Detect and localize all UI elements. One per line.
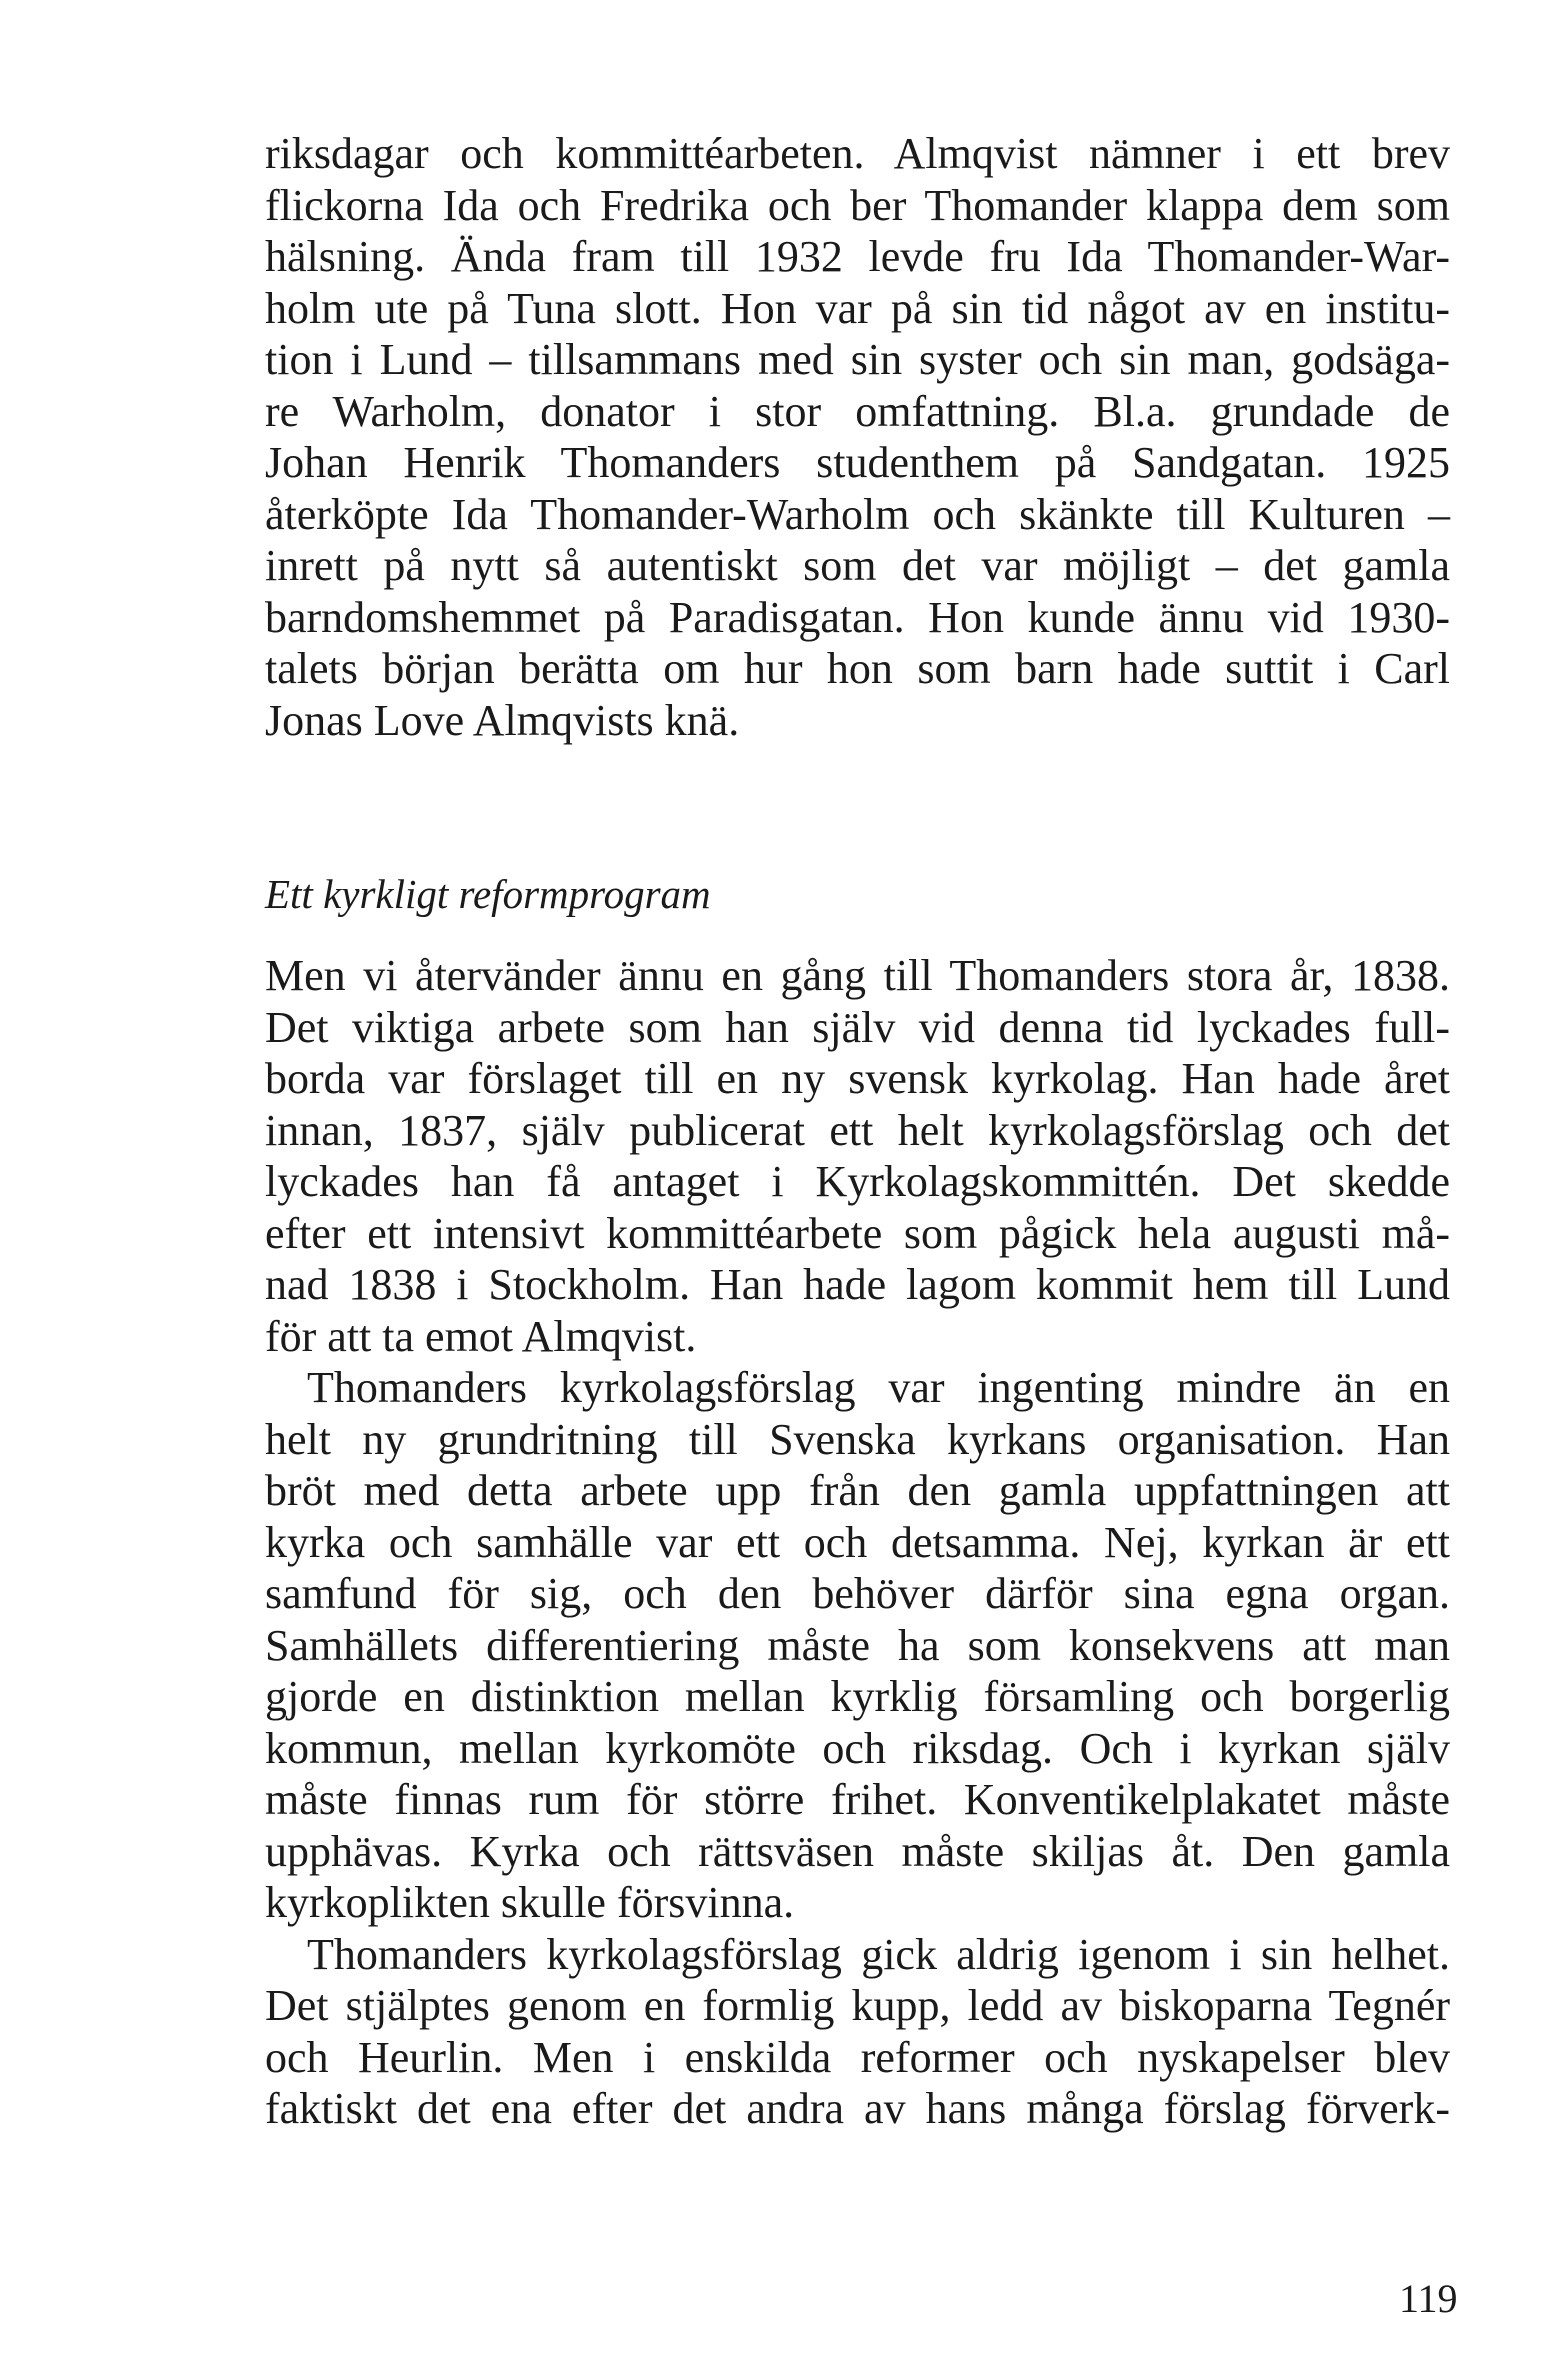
text-line: gjorde en distinktion mellan kyrklig församling och borgerlig [265, 1672, 1450, 1721]
paragraph-continued [265, 128, 1450, 746]
text-line: riksdagar och kommittéarbeten. Almqvist nämner i ett brev [265, 129, 1450, 178]
text-line: och Heurlin. Men i enskilda reformer och nyskapelser blev [265, 2032, 1450, 2082]
text-line: innan, 1837, själv publicerat ett helt kyrkolagsförslag och det [265, 1105, 1450, 1155]
text-line: Thomanders kyrkolagsförslag var ingenting mindre än en [307, 1363, 1450, 1412]
text-line: Men vi återvänder ännu en gång till Thomanders stora år, 1838. [265, 951, 1450, 1000]
paragraph [265, 1929, 1450, 2135]
section-heading: Ett kyrkligt reformprogram [265, 871, 711, 917]
text-line: Samhällets differentiering måste ha som konsekvens att man [265, 1620, 1450, 1670]
text-line: återköpte Ida Thomander-Warholm och skänkte till Kulturen – [265, 489, 1450, 539]
text-line: Det stjälptes genom en formlig kupp, ledd av biskoparna Tegnér [265, 1981, 1450, 2030]
text-line: flickorna Ida och Fredrika och ber Thomander klappa dem som [265, 180, 1450, 230]
text-line: efter ett intensivt kommittéarbete som pågick hela augusti må- [265, 1208, 1450, 1258]
text-line: upphävas. Kyrka och rättsväsen måste skiljas åt. Den gamla [265, 1826, 1450, 1876]
paragraph [265, 950, 1450, 1362]
text-line: Johan Henrik Thomanders studenthem på Sandgatan. 1925 [265, 438, 1450, 487]
paragraph [265, 1362, 1450, 1929]
text-line: helt ny grundritning till Svenska kyrkans organisation. Han [265, 1414, 1450, 1464]
text-line: samfund för sig, och den behöver därför sina egna organ. [265, 1569, 1450, 1618]
text-line: inrett på nytt så autentiskt som det var möjligt – det gamla [265, 541, 1450, 590]
text-line: tion i Lund – tillsammans med sin syster och sin man, godsäga- [265, 335, 1450, 384]
text-line: kyrkoplikten skulle försvinna. [265, 1878, 795, 1927]
text-line: för att ta emot Almqvist. [265, 1311, 697, 1361]
text-line: nad 1838 i Stockholm. Han hade lagom kommit hem till Lund [265, 1260, 1450, 1309]
section-body [265, 950, 1450, 2135]
text-line: Thomanders kyrkolagsförslag gick aldrig igenom i sin helhet. [307, 1929, 1450, 1979]
text-line: re Warholm, donator i stor omfattning. Bl.a. grundade de [265, 386, 1450, 436]
text-line: bröt med detta arbete upp från den gamla uppfattningen att [265, 1466, 1450, 1515]
page-number: 119 [1399, 2276, 1458, 2321]
text-line: talets början berätta om hur hon som barn hade suttit i Carl [265, 644, 1450, 693]
text-line: hälsning. Ända fram till 1932 levde fru Ida Thomander-War- [265, 232, 1450, 281]
text-line: Det viktiga arbete som han själv vid denna tid lyckades full- [265, 1002, 1450, 1052]
text-line: Jonas Love Almqvists knä. [265, 695, 740, 745]
text-line: lyckades han få antaget i Kyrkolagskommittén. Det skedde [265, 1157, 1450, 1206]
text-line: holm ute på Tuna slott. Hon var på sin tid något av en institu- [265, 283, 1450, 333]
text-line: måste finnas rum för större frihet. Konventikelplakatet måste [265, 1775, 1450, 1824]
text-line: kommun, mellan kyrkomöte och riksdag. Och i kyrkan själv [265, 1723, 1450, 1773]
text-line: borda var förslaget till en ny svensk kyrkolag. Han hade året [265, 1054, 1450, 1103]
text-line: barndomshemmet på Paradisgatan. Hon kunde ännu vid 1930- [265, 592, 1450, 642]
text-line: faktiskt det ena efter det andra av hans många förslag förverk- [265, 2084, 1450, 2133]
text-line: kyrka och samhälle var ett och detsamma. Nej, kyrkan är ett [265, 1517, 1450, 1567]
